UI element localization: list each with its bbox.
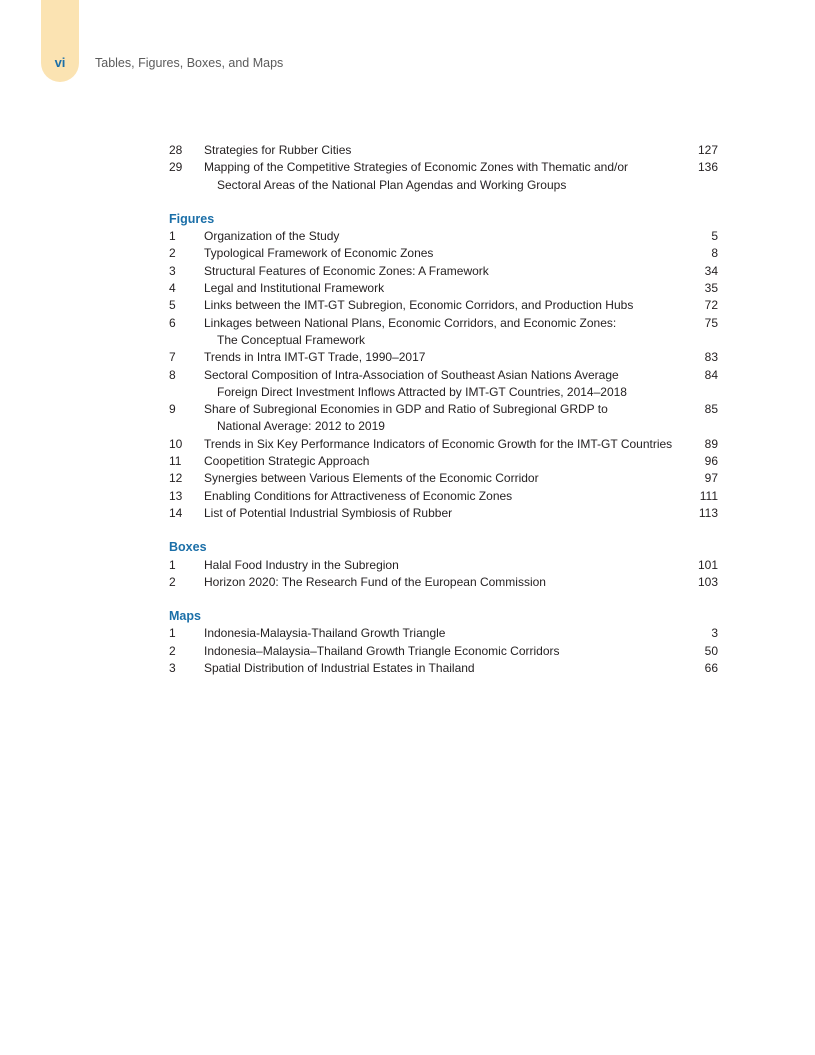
figure-entry-number: 8 [169,367,176,382]
figure-entry-title: Sectoral Composition of Intra-Association of Southeast Asian Nations Average Foreign Direct Investment Inflows Attracted by IMT-GT Countries, 2014–2018 [204,367,627,399]
figure-entry-title: Share of Subregional Economies in GDP and Ratio of Subregional GRDP to National Average: 2012 to 2019 [204,402,608,434]
map-entry-title: Spatial Distribution of Industrial Estates in Thailand [204,661,475,676]
figure-entry-page: 5 [711,229,718,244]
figure-entry-title: Enabling Conditions for Attractiveness of Economic Zones [204,488,513,503]
figures-list [169,228,718,522]
figure-entry-title: List of Potential Industrial Symbiosis of Rubber [204,505,453,520]
figure-entry-title: Legal and Institutional Framework [204,281,385,296]
figure-entry-page: 83 [704,350,718,365]
figure-entry-title: Trends in Six Key Performance Indicators of Economic Growth for the IMT-GT Countries [204,436,673,451]
figure-entry-page: 35 [704,281,718,296]
map-entry [169,643,718,660]
figure-entry [169,263,718,280]
figure-entry-number: 14 [169,505,183,520]
figure-entry-number: 13 [169,488,183,503]
map-entry-page: 3 [711,626,718,641]
page-number: vi [54,55,66,70]
table-entry [169,142,718,159]
map-entry-number: 1 [169,626,176,641]
figure-entry-page: 89 [704,436,718,451]
maps-heading: Maps [169,609,201,624]
boxes-list [169,557,718,592]
figure-entry-title: Structural Features of Economic Zones: A Framework [204,263,489,278]
figure-entry [169,401,718,436]
figure-entry [169,436,718,453]
figure-entry-title: Typological Framework of Economic Zones [204,246,434,261]
figure-entry [169,470,718,487]
figure-entry [169,367,718,402]
figure-entry-title: Trends in Intra IMT-GT Trade, 1990–2017 [204,350,426,365]
figure-entry-page: 8 [711,246,718,261]
map-entry-page: 66 [704,661,718,676]
figures-heading: Figures [169,211,215,226]
figure-entry-number: 11 [169,454,182,469]
box-entry-page: 101 [697,557,718,572]
figure-entry-number: 12 [169,471,183,486]
figure-entry-title: Coopetition Strategic Approach [204,454,370,469]
figure-entry-page: 97 [704,471,718,486]
box-entry-page: 103 [697,574,718,589]
box-entry [169,574,718,591]
figure-entry [169,315,718,350]
table-entry-title: Mapping of the Competitive Strategies of Economic Zones with Thematic and/or Sectoral Areas of the National Plan Agendas and Working Groups [204,160,628,192]
figure-entry-number: 4 [169,281,176,296]
maps-list [169,625,718,677]
table-entry-page: 127 [697,143,718,157]
figure-entry [169,488,718,505]
figure-entry-page: 75 [704,315,718,330]
figure-entry-title: Links between the IMT-GT Subregion, Economic Corridors, and Production Hubs [204,298,634,313]
figure-entry-number: 10 [169,436,183,451]
figure-entry [169,349,718,366]
figure-entry-number: 9 [169,402,176,417]
table-entry [169,159,718,194]
figure-entry-number: 1 [169,229,176,244]
figure-entry-title: Synergies between Various Elements of the Economic Corridor [204,471,539,486]
box-entry-number: 1 [169,557,176,572]
figure-entry [169,453,718,470]
map-entry [169,660,718,677]
figure-entry [169,297,718,314]
table-entry-number: 28 [169,143,183,157]
figure-entry-title: Organization of the Study [204,229,340,244]
figure-entry [169,505,718,522]
box-entry-number: 2 [169,574,176,589]
map-entry-title: Indonesia-Malaysia-Thailand Growth Triangle [204,626,446,641]
figure-entry-page: 111 [699,488,718,503]
map-entry-number: 2 [169,643,176,658]
figure-entry-page: 96 [704,454,718,469]
map-entry-title: Indonesia–Malaysia–Thailand Growth Triangle Economic Corridors [204,643,560,658]
figure-entry-page: 34 [704,263,718,278]
figure-entry-number: 2 [169,246,176,261]
figure-entry-number: 3 [169,263,176,278]
figure-entry [169,280,718,297]
figure-entry [169,228,718,245]
toc-content [169,142,718,677]
figure-entry-page: 72 [704,298,718,313]
figure-entry-number: 7 [169,350,176,365]
map-entry-number: 3 [169,661,176,676]
running-title: Tables, Figures, Boxes, and Maps [95,56,284,70]
boxes-heading: Boxes [169,540,207,555]
table-entry-title: Strategies for Rubber Cities [204,143,352,157]
table-entry-number: 29 [169,160,183,175]
tables-list [169,142,718,194]
figure-entry-page: 113 [698,505,718,520]
figure-entry-page: 85 [704,402,718,417]
figure-entry-page: 84 [704,367,718,382]
figure-entry-title: Linkages between National Plans, Economic Corridors, and Economic Zones: The Conceptual Framework [204,315,617,347]
box-entry-title: Halal Food Industry in the Subregion [204,557,399,572]
figure-entry-number: 6 [169,315,176,330]
box-entry [169,557,718,574]
figure-entry [169,245,718,262]
map-entry-page: 50 [704,643,718,658]
map-entry [169,625,718,642]
figure-entry-number: 5 [169,298,176,313]
table-entry-page: 136 [697,160,718,175]
box-entry-title: Horizon 2020: The Research Fund of the European Commission [204,574,546,589]
